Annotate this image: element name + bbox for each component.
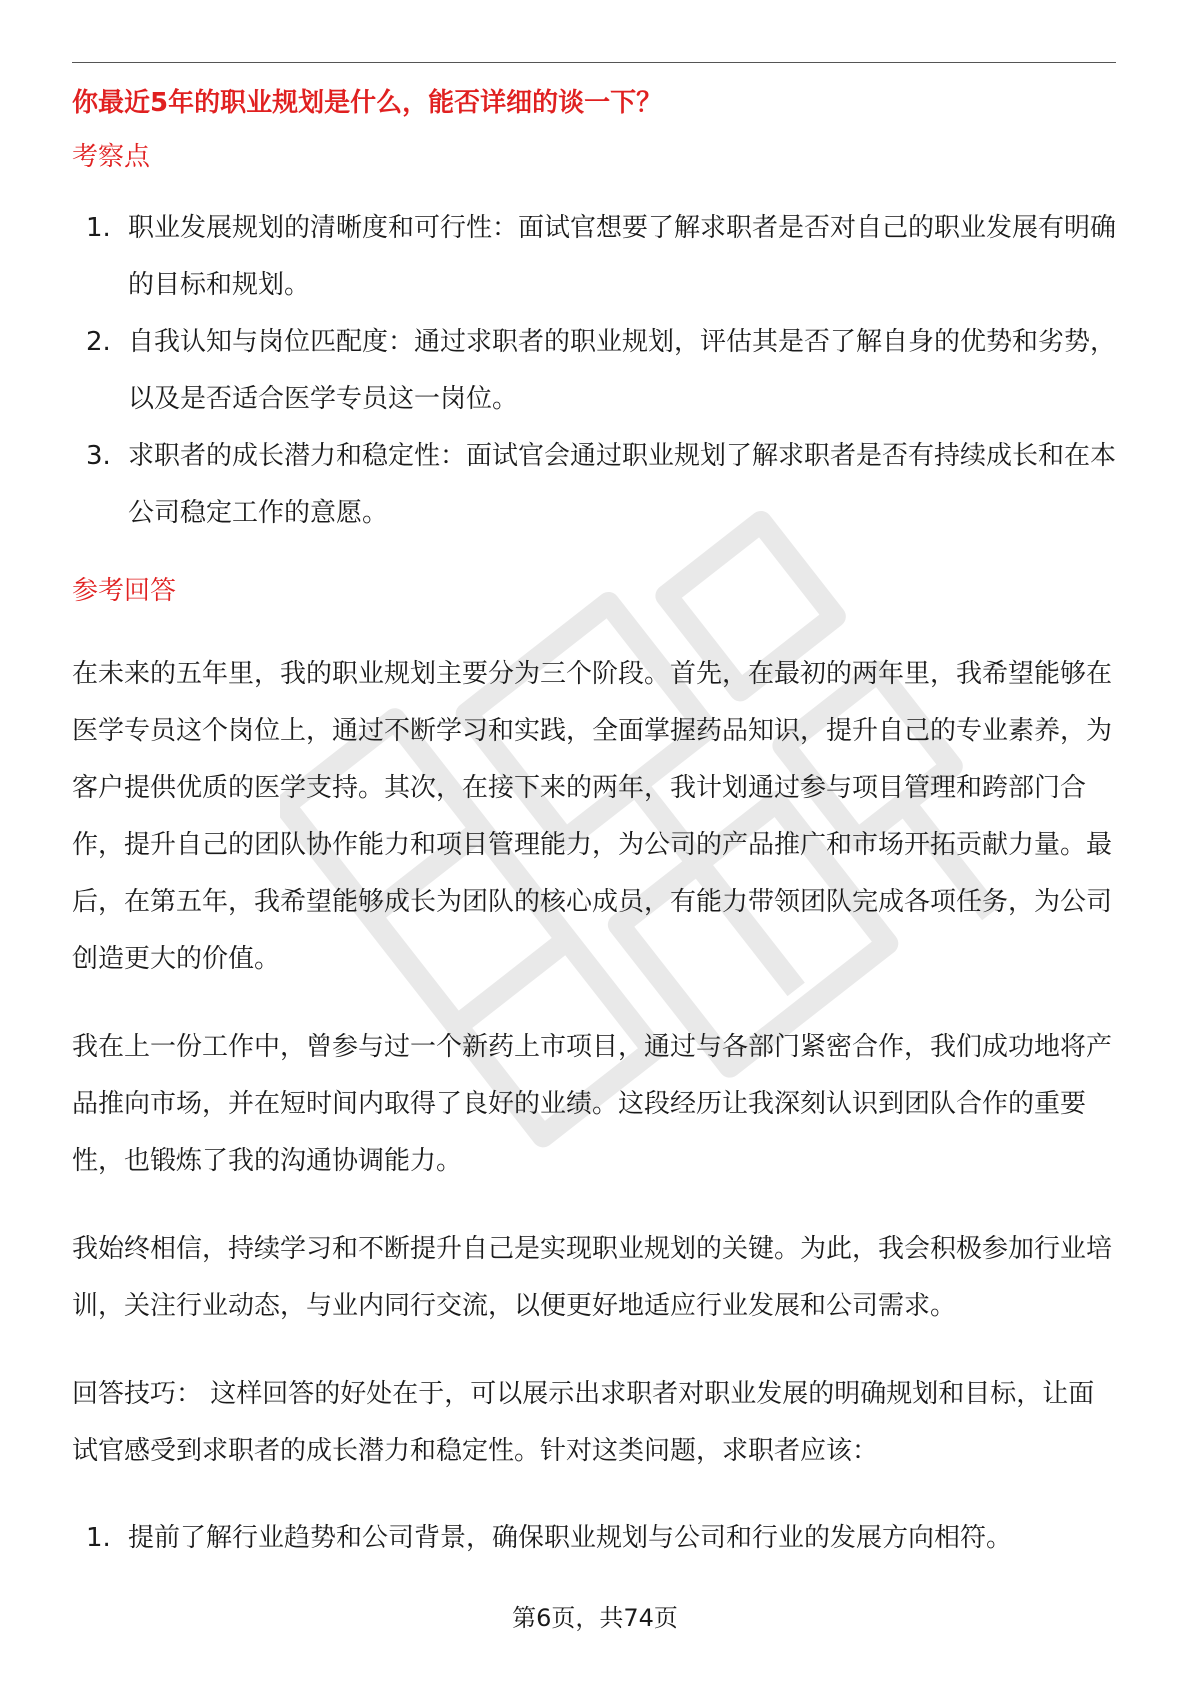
answer-paragraph: 我在上一份工作中，曾参与过一个新药上市项目，通过与各部门紧密合作，我们成功地将产品推向市场，并在短时间内取得了良好的业绩。这段经历让我深刻认识到团队合作的重要性，也锻炼了我的沟通协调能力。 [72,1032,1113,1176]
answer-section-title: 参考回答 [72,576,177,606]
answer-paragraph: 我始终相信，持续学习和不断提升自己是实现职业规划的关键。为此，我会积极参加行业培训，关注行业动态，与业内同行交流，以便更好地适应行业发展和公司需求。 [72,1234,1113,1321]
focus-points-list [72,200,1116,542]
focus-point-text: 求职者的成长潜力和稳定性：面试官会通过职业规划了解求职者是否有持续成长和在本公司稳定工作的意愿。 [128,441,1117,528]
focus-point-text: 职业发展规划的清晰度和可行性：面试官想要了解求职者是否对自己的职业发展有明确的目标和规划。 [128,213,1117,300]
page-number-footer: 第6页，共74页 [512,1604,678,1632]
focus-point-item [72,200,1116,314]
page-content [72,78,1116,1567]
focus-point-item [72,428,1116,542]
tips-list [72,1510,1116,1567]
focus-point-item [72,314,1116,428]
tip-text: 提前了解行业趋势和公司背景，确保职业规划与公司和行业的发展方向相符。 [128,1523,1013,1553]
answer-paragraph: 在未来的五年里，我的职业规划主要分为三个阶段。首先，在最初的两年里，我希望能够在医学专员这个岗位上，通过不断学习和实践，全面掌握药品知识，提升自己的专业素养，为客户提供优质的医学支持。其次，在接下来的两年，我计划通过参与项目管理和跨部门合作，提升自己的团队协作能力和项目管理能力，为公司的产品推广和市场开拓贡献力量。最后，在第五年，我希望能够成长为团队的核心成员，有能力带领团队完成各项任务，为公司创造更大的价值。 [72,659,1113,974]
list-number: 1. [86,213,111,243]
question-heading: 你最近5年的职业规划是什么，能否详细的谈一下？ [72,88,663,118]
focus-section-title: 考察点 [72,142,151,172]
list-number: 3. [86,441,111,471]
tip-item [72,1510,1116,1567]
top-divider [72,62,1116,63]
list-number: 2. [86,327,111,357]
list-number: 1. [86,1523,111,1553]
answer-tips-intro: 回答技巧： 这样回答的好处在于，可以展示出求职者对职业发展的明确规划和目标，让面试官感受到求职者的成长潜力和稳定性。针对这类问题，求职者应该： [72,1379,1095,1466]
focus-point-text: 自我认知与岗位匹配度：通过求职者的职业规划，评估其是否了解自身的优势和劣势，以及是否适合医学专员这一岗位。 [128,327,1117,414]
